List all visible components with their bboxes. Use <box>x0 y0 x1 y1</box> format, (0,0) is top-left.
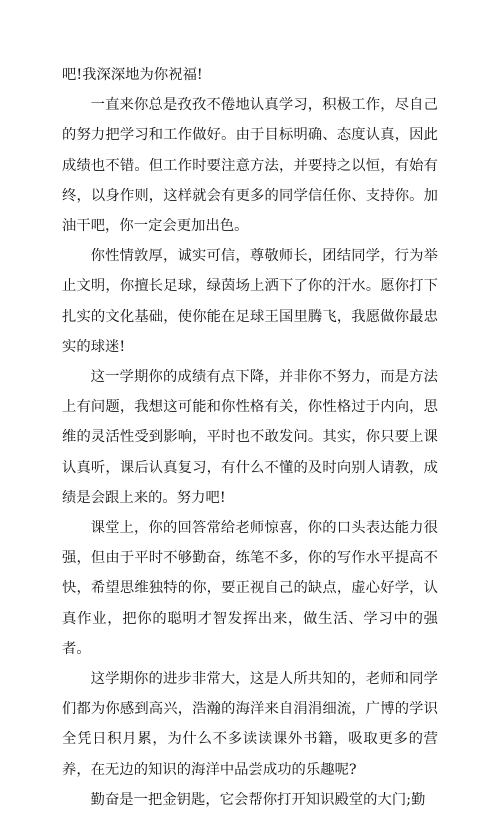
paragraph-3: 你性情敦厚，诚实可信，尊敬师长，团结同学，行为举止文明，你擅长足球，绿茵场上洒下了你的汗水。愿你打下扎实的文化基础，使你能在足球王国里腾飞，我愿做你最忠实的球迷! <box>62 248 438 355</box>
paragraph-5: 课堂上，你的回答常给老师惊喜，你的口头表达能力很强，但由于平时不够勤奋，练笔不多，你的写作水平提高不快，希望思维独特的你，要正视自己的缺点，虚心好学，认真作业，把你的聪明才智发挥出来，做生活、学习中的强者。 <box>62 520 438 657</box>
paragraph-1: 吧!我深深地为你祝福! <box>62 67 203 83</box>
paragraph-4: 这一学期你的成绩有点下降，并非你不努力，而是方法上有问题，我想这可能和你性格有关，你性格过于内向，思维的灵活性受到影响，平时也不敢发问。其实，你只要上课认真听，课后认真复习，有什么不懂的及时向别人请教，成绩是会跟上来的。努力吧! <box>62 369 438 506</box>
paragraph-2: 一直来你总是孜孜不倦地认真学习，积极工作，尽自己的努力把学习和工作做好。由于目标明确、态度认真，因此成绩也不错。但工作时要注意方法，并要持之以恒，有始有终，以身作则，这样就会有更多的同学信任你、支持你。加油干吧，你一定会更加出色。 <box>62 97 438 235</box>
document-body <box>62 60 438 815</box>
paragraph-7: 勤奋是一把金钥匙，它会帮你打开知识殿堂的大门;勤 <box>90 791 426 808</box>
paragraph-6: 这学期你的进步非常大，这是人所共知的，老师和同学们都为你感到高兴，浩瀚的海洋来自涓涓细流，广博的学识全凭日积月累，为什么不多读读课外书籍，吸取更多的营养，在无边的知识的海洋中品尝成功的乐趣呢? <box>62 671 438 778</box>
